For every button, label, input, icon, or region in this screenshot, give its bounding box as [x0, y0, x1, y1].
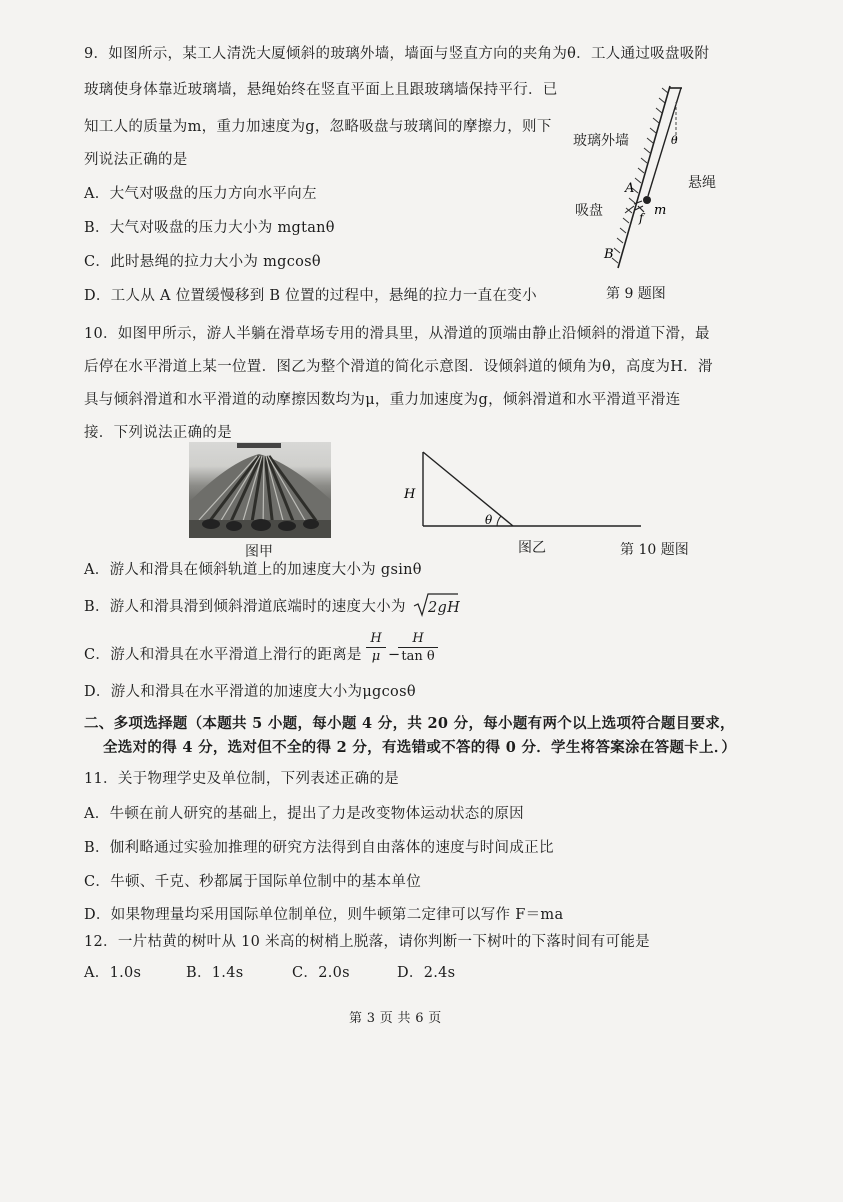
q9-line-4: 列说法正确的是 [84, 152, 188, 168]
q10-line-1: 10．如图甲所示，游人半躺在滑草场专用的滑具里，从滑道的顶端由静止沿倾斜的滑道下滑，最 [84, 326, 710, 342]
q9-point-a: A [625, 181, 635, 196]
section2-line-1: 二、多项选择题（本题共 5 小题，每小题 4 分，共 20 分，每小题有两个以上选项符合题目要求， [84, 715, 735, 732]
q12-option-b: B．1.4s [186, 965, 244, 981]
frac2-bar [398, 647, 438, 648]
q9-line-1: 9．如图所示，某工人清洗大厦倾斜的玻璃外墙，墙面与竖直方向的夹角为θ．工人通过吸盘吸附 [84, 46, 710, 62]
q9-option-c: C．此时悬绳的拉力大小为 mgcosθ [84, 254, 321, 270]
q10-option-c-minus: − [388, 647, 401, 663]
q11-stem: 11．关于物理学史及单位制，下列表述正确的是 [84, 771, 400, 787]
q9-rope-label: 悬绳 [688, 175, 716, 191]
q12-option-d: D．2.4s [397, 965, 456, 981]
q9-option-d: D．工人从 A 位置缓慢移到 B 位置的过程中，悬绳的拉力一直在变小 [84, 288, 537, 304]
q10-option-b: B．游人和滑具滑到倾斜滑道底端时的速度大小为 [84, 599, 406, 615]
q10-photo [189, 442, 331, 538]
q11-option-a: A．牛顿在前人研究的基础上，提出了力是改变物体运动状态的原因 [84, 806, 524, 822]
q10-line-3: 具与倾斜滑道和水平滑道的动摩擦因数均为μ，重力加速度为g，倾斜滑道和水平滑道平滑连 [84, 392, 681, 408]
q10-option-b-sqrt: 2gH [428, 600, 461, 616]
q10-option-d: D．游人和滑具在水平滑道的加速度大小为μgcosθ [84, 684, 416, 700]
q10-diagram [395, 448, 645, 530]
q9-line-2: 玻璃使身体靠近玻璃墙，悬绳始终在竖直平面上且跟玻璃墙保持平行．已 [84, 82, 558, 98]
q10-angle-label: θ [485, 513, 493, 527]
q10-caption: 第 10 题图 [620, 542, 689, 558]
q9-option-a: A．大气对吸盘的压力方向水平向左 [84, 186, 317, 202]
q9-angle-label: θ [671, 134, 678, 147]
q10-option-c: C．游人和滑具在水平滑道上滑行的距离是 [84, 647, 362, 663]
q11-option-d: D．如果物理量均采用国际单位制单位，则牛顿第二定律可以写作 F＝ma [84, 907, 564, 923]
q10-line-2: 后停在水平滑道上某一位置．图乙为整个滑道的简化示意图．设倾斜道的倾角为θ，高度为H．滑 [84, 359, 713, 375]
q9-wall-label: 玻璃外墙 [573, 133, 629, 149]
q12-option-a: A．1.0s [84, 965, 142, 981]
q11-option-b: B．伽利略通过实验加推理的研究方法得到自由落体的速度与时间成正比 [84, 840, 554, 856]
q10-frac1-den: μ [371, 649, 381, 664]
q10-line-4: 接．下列说法正确的是 [84, 425, 232, 441]
q9-point-b: B [604, 247, 614, 262]
q12-option-c: C．2.0s [292, 965, 350, 981]
q10-frac2-den: tan θ [401, 649, 435, 664]
q10-option-a: A．游人和滑具在倾斜轨道上的加速度大小为 gsinθ [84, 562, 422, 578]
q10-photo-caption: 图甲 [245, 544, 273, 560]
q12-stem: 12．一片枯黄的树叶从 10 米高的树梢上脱落，请你判断一下树叶的下落时间有可能是 [84, 934, 650, 950]
q9-line-3: 知工人的质量为m，重力加速度为g，忽略吸盘与玻璃间的摩擦力，则下 [84, 119, 552, 135]
q9-force-label: f [639, 211, 644, 225]
q9-mass-label: m [654, 203, 667, 218]
q10-option-c-frac2 [398, 631, 438, 664]
q10-option-c-frac1 [366, 631, 386, 664]
q10-frac1-num: H [370, 631, 382, 646]
page-footer: 第 3 页 共 6 页 [349, 1011, 442, 1026]
q10-diagram-caption: 图乙 [518, 540, 546, 556]
q10-frac2-num: H [412, 631, 424, 646]
q9-option-b: B．大气对吸盘的压力大小为 mgtanθ [84, 220, 335, 236]
q10-height-label: H [404, 487, 416, 502]
q9-caption: 第 9 题图 [606, 286, 666, 302]
frac1-bar [366, 647, 386, 648]
q9-cup-label: 吸盘 [575, 203, 603, 219]
section2-line-2: 全选对的得 4 分，选对但不全的得 2 分，有选错或不答的得 0 分．学生将答案涂在答题卡上．） [103, 739, 737, 756]
q11-option-c: C．牛顿、千克、秒都属于国际单位制中的基本单位 [84, 874, 421, 890]
